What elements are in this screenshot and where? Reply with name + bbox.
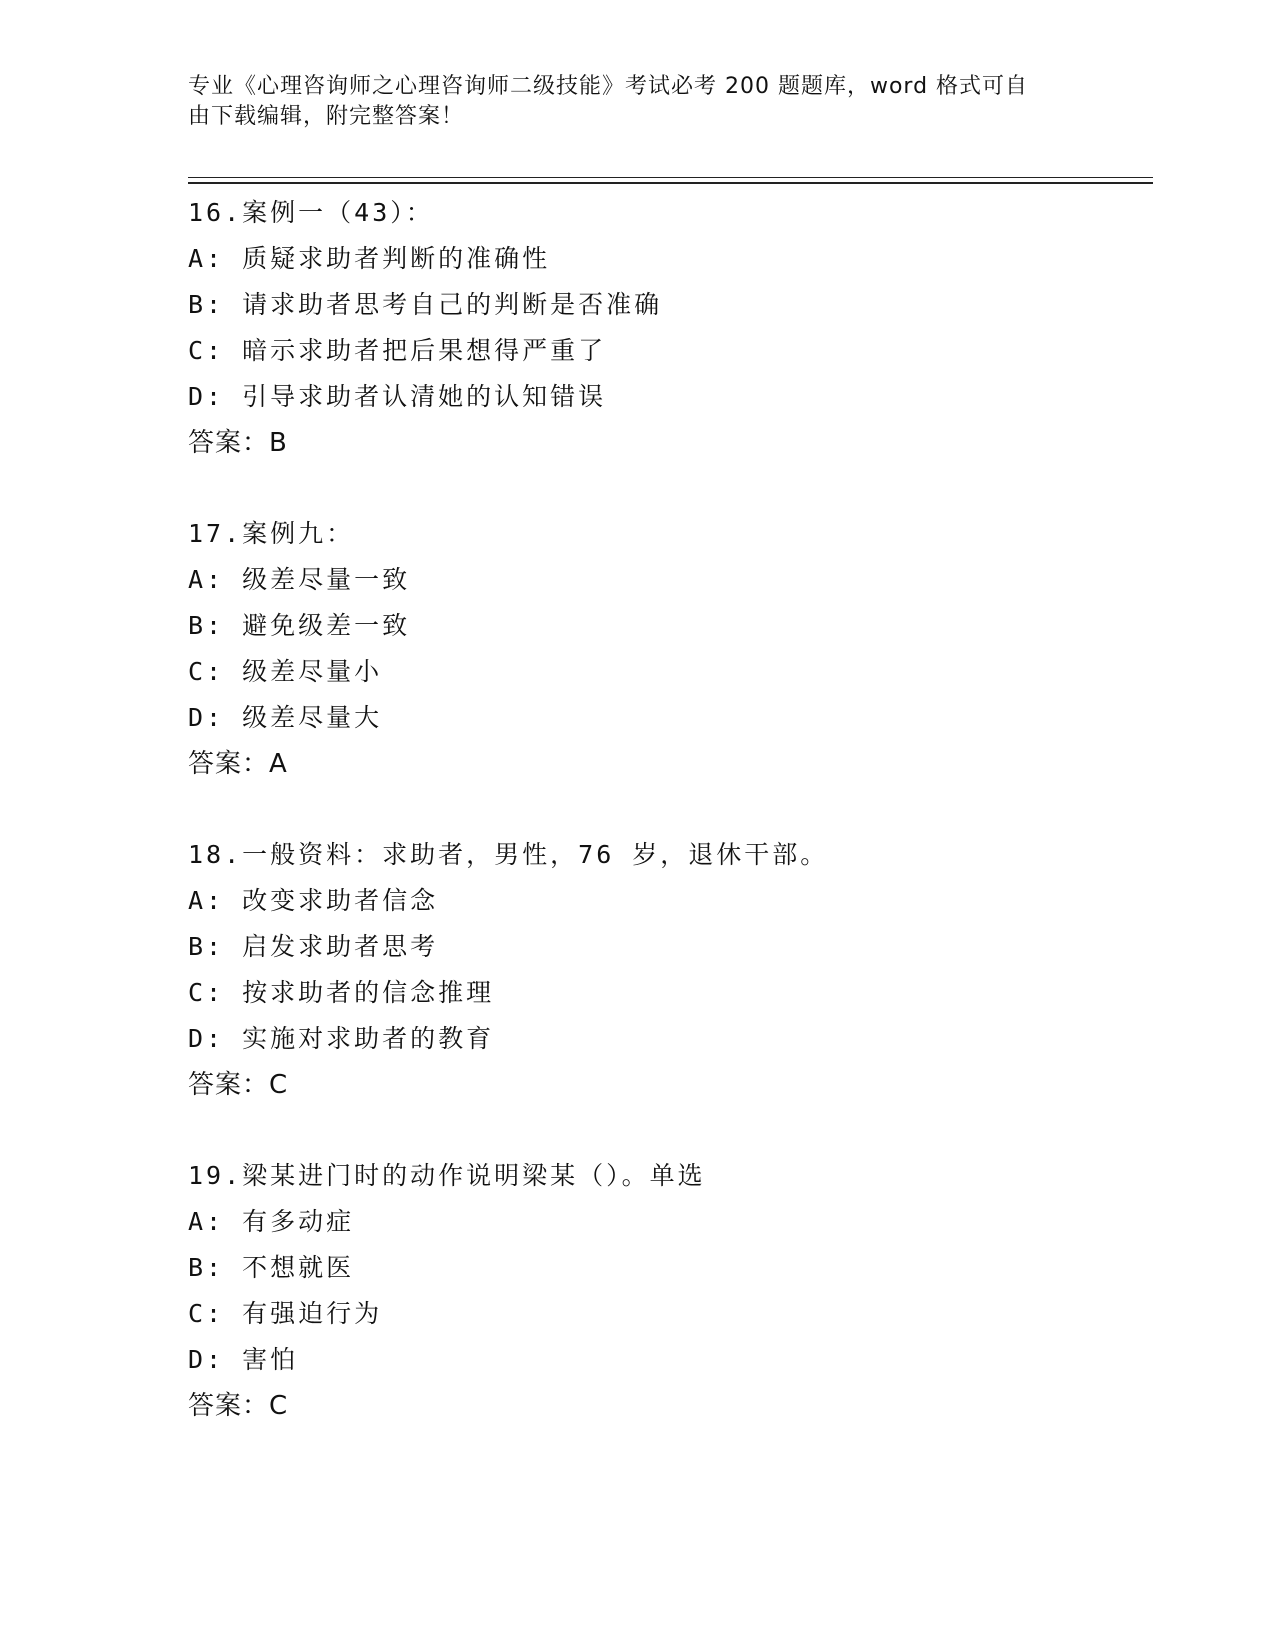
header-line-2: 由下载编辑，附完整答案！ [188,104,465,129]
option-b: B: 不想就医 [188,1253,355,1282]
question-18 [188,832,1148,1108]
answer-line: 答案：C [188,1391,289,1421]
question-stem: 18.一般资料：求助者，男性，76 岁，退休干部。 [188,840,829,869]
option-a: A: 改变求助者信念 [188,886,439,915]
question-stem: 17.案例九： [188,519,355,548]
question-17 [188,511,1148,787]
option-b: B: 启发求助者思考 [188,932,439,961]
option-c: C: 有强迫行为 [188,1299,383,1328]
document-header [188,72,1068,132]
header-divider-thick [188,182,1153,184]
option-c: C: 暗示求助者把后果想得严重了 [188,336,607,365]
question-stem: 19.梁某进门时的动作说明梁某（）。单选 [188,1161,706,1190]
option-c: C: 按求助者的信念推理 [188,978,495,1007]
question-list [188,190,1148,1474]
answer-line: 答案：B [188,428,288,458]
option-c: C: 级差尽量小 [188,657,383,686]
header-line-1: 专业《心理咨询师之心理咨询师二级技能》考试必考 200 题题库，word 格式可自 [188,74,1029,99]
question-stem: 16.案例一（43）： [188,198,434,227]
option-b: B: 请求助者思考自己的判断是否准确 [188,290,663,319]
option-a: A: 质疑求助者判断的准确性 [188,244,551,273]
option-b: B: 避免级差一致 [188,611,411,640]
option-d: D: 实施对求助者的教育 [188,1024,495,1053]
option-d: D: 害怕 [188,1345,299,1374]
question-19 [188,1153,1148,1429]
answer-line: 答案：A [188,749,288,779]
option-a: A: 级差尽量一致 [188,565,411,594]
header-divider-thin [188,177,1153,178]
option-d: D: 引导求助者认清她的认知错误 [188,382,607,411]
option-a: A: 有多动症 [188,1207,355,1236]
question-16 [188,190,1148,466]
answer-line: 答案：C [188,1070,289,1100]
option-d: D: 级差尽量大 [188,703,383,732]
